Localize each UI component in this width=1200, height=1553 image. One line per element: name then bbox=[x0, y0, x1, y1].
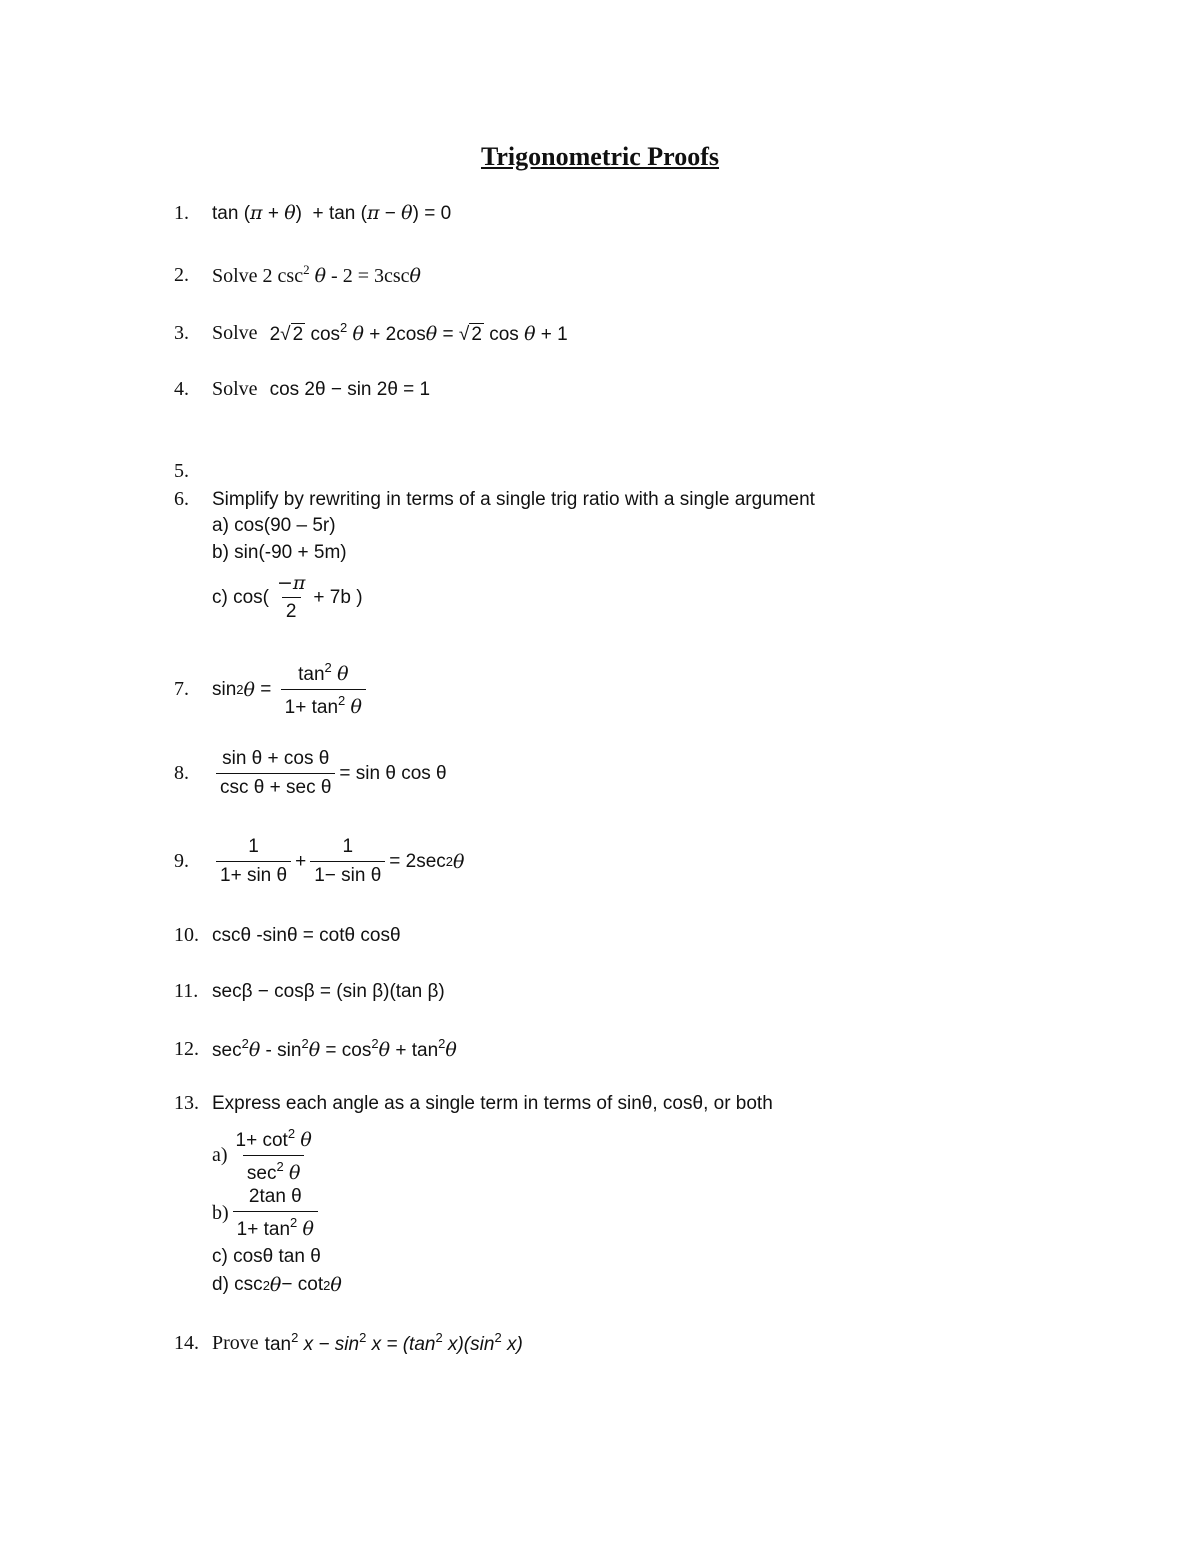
problem-12: 12. $\sec^2\theta - \sin^2\theta = \cos^2\theta + \tan^2\theta$ bbox=[174, 1036, 457, 1061]
page-title: Trigonometric Proofs bbox=[480, 142, 720, 171]
problem-8: 8. $\frac{\text{sin θ + cos θ}}{\text{csc θ + sec θ}}$ = sin θ cos θ bbox=[174, 748, 447, 798]
problem-5: 5. bbox=[174, 460, 189, 482]
problem-9: 9. $\frac{1}{\text{1+ sin θ}}$ + $\frac{1}{\text{1− sin θ}}$ = 2sec 2 θ bbox=[174, 836, 465, 886]
problem-6b: b) sin(-90 + 5m) bbox=[212, 542, 347, 563]
problem-13d: d) csc 2 θ − cot 2 θ bbox=[212, 1274, 342, 1296]
problem-13b: b) $\frac{\text{2tan θ}}{1+ \tan^2 \theta}$ bbox=[212, 1186, 322, 1241]
problem-14: 14. Prove $\tan^2 x - \sin^2 x = (\tan^2$ $x)(\sin^2$ x) bbox=[174, 1330, 523, 1355]
problem-7: 7. sin 2 θ = $\frac{\tan^2 \theta}{1+ \tan^2 \theta}$ bbox=[174, 660, 370, 719]
problem-13: 13. Express each angle as a single term in terms of sinθ, cosθ, or both bbox=[174, 1092, 773, 1114]
problem-3: 3. Solve 2√ 2 $\cos^2 \theta + 2\cos\theta$ = √ 2 cos θ + 1 bbox=[174, 320, 568, 345]
problem-6: 6. Simplify by rewriting in terms of a single trig ratio with a single argument bbox=[174, 488, 815, 510]
problem-10: 10. cscθ -sinθ = cotθ cosθ bbox=[174, 924, 401, 946]
problem-6a: a) cos(90 – 5r) bbox=[212, 515, 336, 536]
problem-11: 11. secβ − cosβ = (sin β)(tan β) bbox=[174, 980, 445, 1002]
problem-13c: c) cosθ tan θ bbox=[212, 1246, 321, 1267]
problem-13a: a) $\frac{1+ \cot^2 \theta}{\sec^2 \theta}$ bbox=[212, 1126, 312, 1184]
problem-4: 4. Solve cos 2θ − sin 2θ = 1 bbox=[174, 378, 431, 400]
problem-6c: c) cos( $\frac{-\pi}{2}$ + 7b ) bbox=[212, 572, 363, 622]
problem-1: 1. tan (π + θ) + tan (π − θ) = 0 bbox=[174, 202, 452, 224]
problem-2: 2. Solve 2 $\csc^2 \theta - 2 = 3\csc\theta$ bbox=[174, 262, 421, 287]
